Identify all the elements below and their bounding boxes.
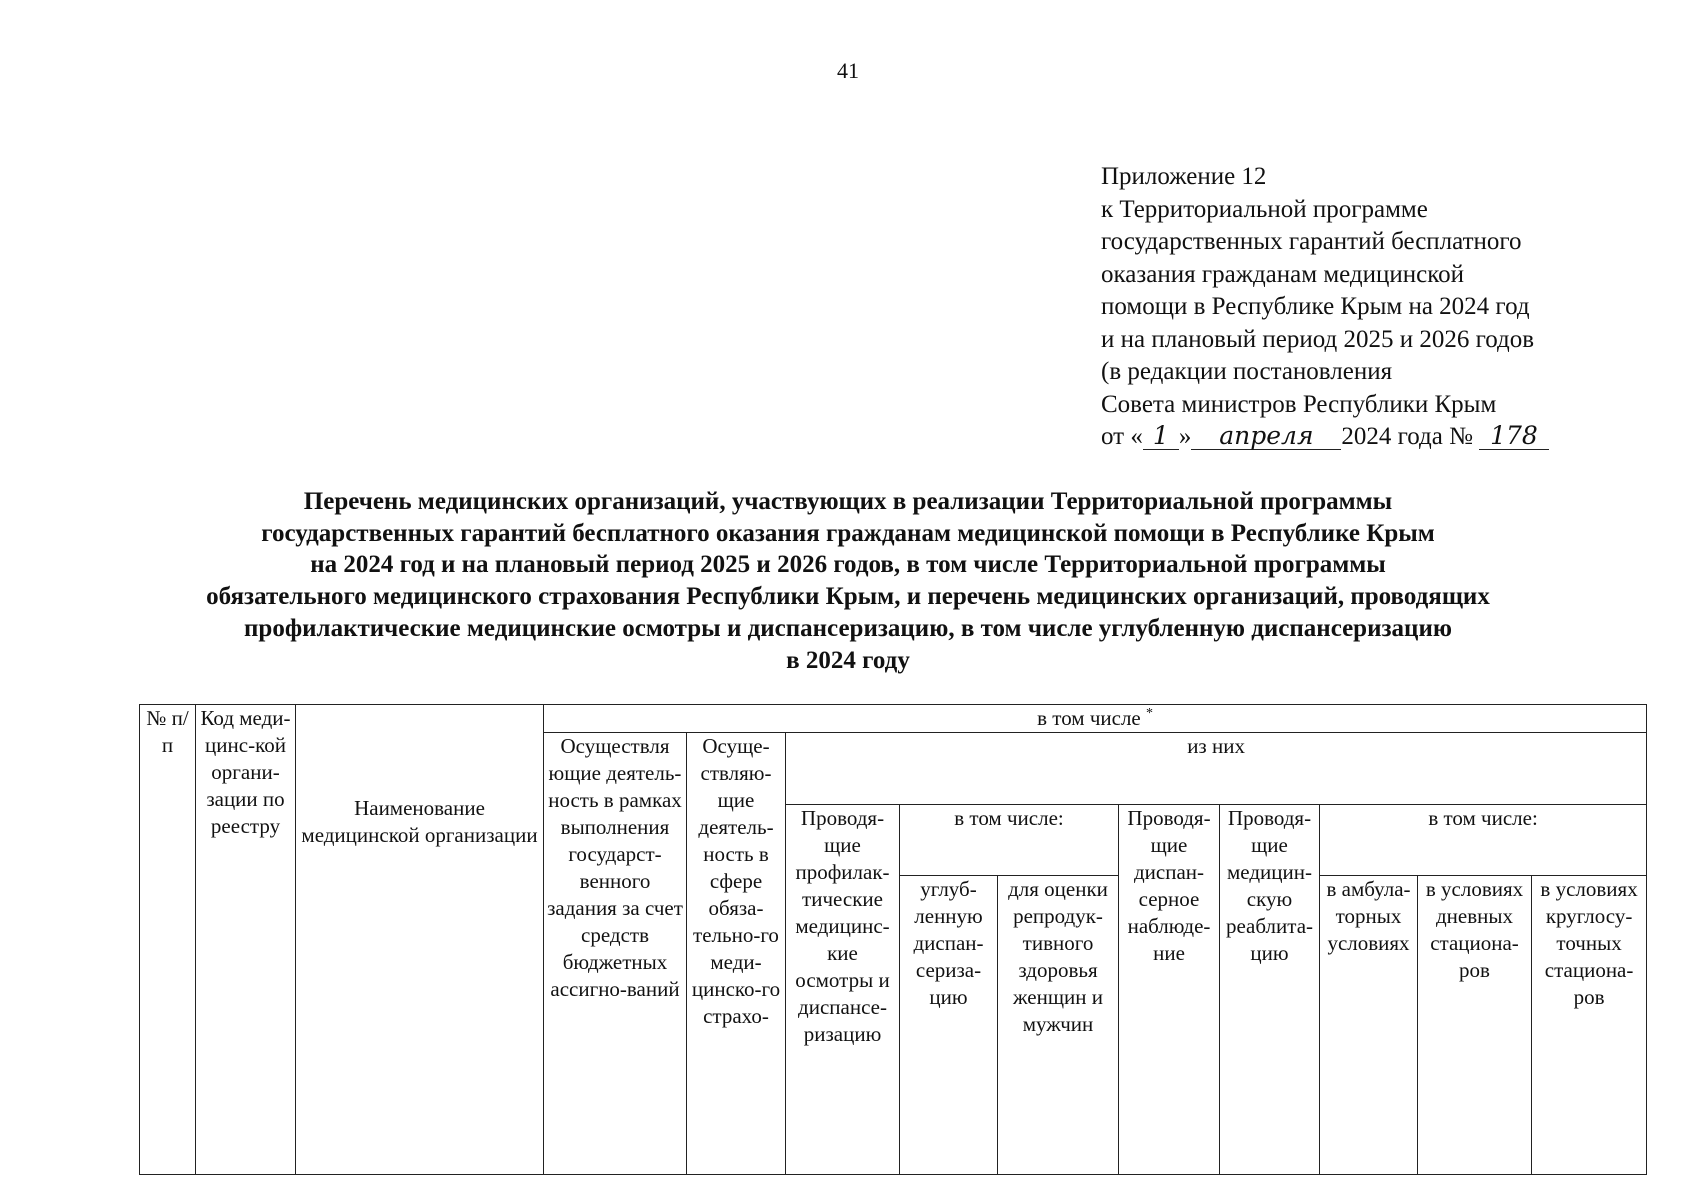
- handwritten-number: 178: [1479, 423, 1549, 450]
- appendix-line: Приложение 12: [1101, 163, 1267, 190]
- date-year-text: 2024 года №: [1341, 423, 1473, 450]
- header-sub-in-total-1: в том числе:: [900, 804, 1119, 876]
- title-line: на 2024 год и на плановый период 2025 и 2026 годов, в том числе Территориальной программы: [310, 551, 1386, 579]
- header-sub-in-total-2: в том числе:: [1320, 804, 1647, 876]
- header-col-reproductive-health: для оценки репродук-тивного здоровья женщин и мужчин: [998, 876, 1119, 1175]
- appendix-line: оказания гражданам медицинской: [1101, 260, 1465, 288]
- appendix-header: [1101, 161, 1661, 454]
- header-col-number: № п/п: [140, 705, 196, 1175]
- date-mid: »: [1178, 423, 1192, 450]
- handwritten-day: 1: [1143, 423, 1179, 450]
- header-col-round-clock-hospital: в условиях круглосу-точных стациона-ров: [1532, 876, 1647, 1175]
- appendix-line: и на плановый период 2025 и 2026 годов: [1101, 325, 1535, 353]
- handwritten-month: апреля: [1191, 423, 1341, 450]
- organizations-table: [139, 704, 1647, 1175]
- in-total-label: в том числе: [1037, 706, 1141, 730]
- header-col-dispensary: Проводя-щие диспан-серное наблюде-ние: [1119, 804, 1220, 1175]
- appendix-date-line: [1101, 421, 1661, 454]
- footnote-mark: *: [1146, 706, 1154, 721]
- header-col-code: Код меди-цинс-кой органи-зации по реестру: [196, 705, 296, 1175]
- title-line: Перечень медицинских организаций, участвующих в реализации Территориальной программы: [303, 488, 1393, 515]
- header-col-day-hospital: в условиях дневных стациона-ров: [1418, 876, 1532, 1175]
- title-line: обязательного медицинского страхования Республики Крым, и перечень медицинских организаций, проводящих: [206, 583, 1490, 611]
- appendix-line: к Территориальной программе: [1101, 195, 1428, 223]
- title-line: в 2024 году: [786, 646, 910, 674]
- header-col-state-task: Осуществля ющие деятель-ность в рамках выполнения государст-венного задания за счет средств бюджетных ассигно-ваний: [544, 733, 687, 1175]
- title-line: государственных гарантий бесплатного оказания гражданам медицинской помощи в Республике Крым: [261, 519, 1435, 547]
- header-col-outpatient: в амбула-торных условиях: [1320, 876, 1418, 1175]
- document-title: [0, 486, 1696, 676]
- header-of-them: из них: [786, 733, 1647, 805]
- appendix-line: (в редакции постановления: [1101, 358, 1393, 385]
- header-in-total: [544, 705, 1647, 733]
- appendix-line: Совета министров Республики Крым: [1101, 390, 1497, 418]
- page-number: 41: [837, 58, 859, 83]
- header-col-preventive: Проводя-щие профилак-тические медицинс-кие осмотры и диспансе-ризацию: [786, 804, 900, 1175]
- title-line: профилактические медицинские осмотры и диспансеризацию, в том числе углубленную диспансеризацию: [244, 614, 1452, 642]
- date-prefix: от «: [1101, 423, 1143, 450]
- header-col-deep-dispensarization: углуб-ленную диспан-сериза-цию: [900, 876, 998, 1175]
- header-col-org-name: Наименование медицинской организации: [296, 705, 544, 1175]
- header-col-rehabilitation: Проводя-щие медицин-скую реаблита-цию: [1220, 804, 1320, 1175]
- appendix-line: помощи в Республике Крым на 2024 год: [1101, 293, 1530, 320]
- appendix-line: государственных гарантий бесплатного: [1101, 228, 1522, 255]
- header-col-oms: Осуще-ствляю-щие деятель-ность в сфере обяза-тельно-го меди-цинско-го страхо-: [687, 733, 786, 1175]
